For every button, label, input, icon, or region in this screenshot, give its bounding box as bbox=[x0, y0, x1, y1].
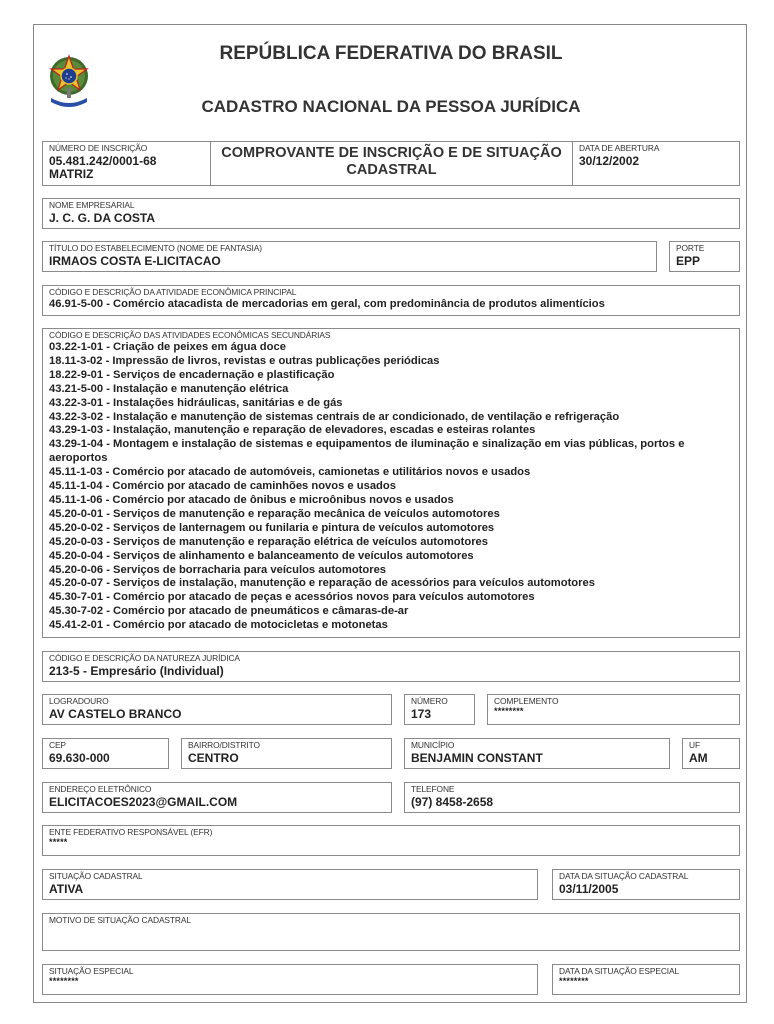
activity-item: 18.22-9-01 - Serviços de encadernação e plastificação bbox=[49, 368, 335, 381]
abertura-label: DATA DE ABERTURA bbox=[579, 143, 660, 153]
telefone-field bbox=[404, 782, 740, 813]
municipio-label: MUNICÍPIO bbox=[411, 740, 455, 750]
logradouro-field bbox=[42, 694, 392, 725]
numero-label: NÚMERO bbox=[411, 696, 448, 706]
atividade-principal-field bbox=[42, 285, 740, 316]
logradouro-label: LOGRADOURO bbox=[49, 696, 109, 706]
activity-item: 43.29-1-03 - Instalação, manutenção e reparação de elevadores, escadas e esteiras rolantes bbox=[49, 424, 536, 437]
inscricao-field bbox=[42, 141, 211, 186]
complemento-value: ******** bbox=[494, 706, 524, 716]
municipio-value: BENJAMIN CONSTANT bbox=[411, 751, 543, 765]
abertura-value: 30/12/2002 bbox=[579, 154, 640, 168]
nome-empresarial-label: NOME EMPRESARIAL bbox=[49, 200, 135, 210]
activity-item: 18.11-3-02 - Impressão de livros, revistas e outras publicações periódicas bbox=[49, 354, 440, 367]
situacao-especial-label: SITUAÇÃO ESPECIAL bbox=[49, 966, 134, 976]
uf-value: AM bbox=[689, 751, 708, 765]
inscricao-type: MATRIZ bbox=[49, 167, 94, 181]
document-title-line2: CADASTRAL bbox=[346, 162, 437, 178]
bairro-value: CENTRO bbox=[188, 751, 239, 765]
porte-field bbox=[669, 241, 740, 272]
activity-item: 45.20-0-04 - Serviços de alinhamento e balanceamento de veículos automotores bbox=[49, 549, 474, 562]
complemento-field bbox=[487, 694, 740, 725]
cep-label: CEP bbox=[49, 740, 66, 750]
numero-value: 173 bbox=[411, 707, 432, 721]
atividades-secundarias-field bbox=[42, 328, 740, 638]
activity-item: 45.20-0-01 - Serviços de manutenção e reparação mecânica de veículos automotores bbox=[49, 507, 500, 520]
activity-item: 43.29-1-04 - Montagem e instalação de sistemas e equipamentos de iluminação e sinalização em vias públicas, portos e aeroportos bbox=[49, 438, 685, 465]
porte-value: EPP bbox=[676, 254, 701, 268]
telefone-label: TELEFONE bbox=[411, 784, 455, 794]
activity-item: 45.11-1-06 - Comércio por atacado de ônibus e microônibus novos e usados bbox=[49, 493, 454, 506]
uf-label: UF bbox=[689, 740, 700, 750]
efr-label: ENTE FEDERATIVO RESPONSÁVEL (EFR) bbox=[49, 827, 213, 837]
country-title: REPÚBLICA FEDERATIVA DO BRASIL bbox=[219, 43, 563, 64]
motivo-situacao-field bbox=[42, 913, 740, 951]
activity-item: 43.22-3-02 - Instalação e manutenção de sistemas centrais de ar condicionado, de ventilação e refrigeração bbox=[49, 410, 620, 423]
porte-label: PORTE bbox=[676, 243, 705, 253]
activity-item: 45.11-1-04 - Comércio por atacado de caminhões novos e usados bbox=[49, 480, 396, 493]
titulo-field bbox=[42, 241, 657, 272]
atividade-principal-value: 46.91-5-00 - Comércio atacadista de mercadorias em geral, com predominância de produtos alimentícios bbox=[49, 298, 605, 310]
activity-item: 43.21-5-00 - Instalação e manutenção elétrica bbox=[49, 382, 289, 395]
email-label: ENDEREÇO ELETRÔNICO bbox=[49, 784, 152, 794]
activity-item: 45.20-0-06 - Serviços de borracharia para veículos automotores bbox=[49, 563, 387, 576]
activity-item: 45.30-7-01 - Comércio por atacado de peças e acessórios novos para veículos automotores bbox=[49, 591, 535, 604]
natureza-juridica-field bbox=[42, 651, 740, 682]
registry-title: CADASTRO NACIONAL DA PESSOA JURÍDICA bbox=[201, 97, 581, 116]
activity-item: 45.20-0-03 - Serviços de manutenção e reparação elétrica de veículos automotores bbox=[49, 535, 488, 548]
municipio-field bbox=[404, 738, 670, 769]
bairro-label: BAIRRO/DISTRITO bbox=[188, 740, 260, 750]
inscricao-number: 05.481.242/0001-68 bbox=[49, 154, 157, 168]
inscricao-label: NÚMERO DE INSCRIÇÃO bbox=[49, 143, 148, 153]
activity-item: 43.22-3-01 - Instalações hidráulicas, sanitárias e de gás bbox=[49, 396, 343, 409]
efr-value: ***** bbox=[49, 837, 68, 847]
situacao-cadastral-label: SITUAÇÃO CADASTRAL bbox=[49, 871, 143, 881]
document-title-line1: COMPROVANTE DE INSCRIÇÃO E DE SITUAÇÃO bbox=[221, 145, 562, 161]
abertura-field bbox=[572, 141, 740, 186]
titulo-value: IRMAOS COSTA E-LICITACAO bbox=[49, 254, 221, 268]
cep-field bbox=[42, 738, 169, 769]
activity-item: 45.20-0-07 - Serviços de instalação, manutenção e reparação de acessórios para veículos automotores bbox=[49, 577, 595, 590]
data-situacao-cadastral-value: 03/11/2005 bbox=[559, 882, 619, 896]
data-situacao-especial-value: ******** bbox=[559, 976, 589, 986]
activity-item: 45.30-7-02 - Comércio por atacado de pneumáticos e câmaras-de-ar bbox=[49, 605, 409, 618]
bairro-field bbox=[181, 738, 392, 769]
nome-empresarial-value: J. C. G. DA COSTA bbox=[49, 211, 156, 225]
activity-item: 03.22-1-01 - Criação de peixes em água doce bbox=[49, 341, 286, 353]
data-situacao-especial-label: DATA DA SITUAÇÃO ESPECIAL bbox=[559, 966, 680, 976]
motivo-situacao-label: MOTIVO DE SITUAÇÃO CADASTRAL bbox=[49, 915, 191, 925]
document-title bbox=[210, 141, 573, 186]
data-situacao-especial-field bbox=[552, 964, 740, 995]
email-value: ELICITACOES2023@GMAIL.COM bbox=[49, 795, 238, 809]
cep-value: 69.630-000 bbox=[49, 751, 110, 765]
titulo-label: TÍTULO DO ESTABELECIMENTO (NOME DE FANTASIA) bbox=[49, 243, 262, 253]
telefone-value: (97) 8458-2658 bbox=[411, 795, 494, 809]
complemento-label: COMPLEMENTO bbox=[494, 696, 559, 706]
activity-item: 45.20-0-02 - Serviços de lanternagem ou funilaria e pintura de veículos automotores bbox=[49, 521, 495, 534]
activity-item: 45.41-2-01 - Comércio por atacado de motocicletas e motonetas bbox=[49, 619, 388, 632]
atividades-secundarias-list bbox=[49, 341, 739, 633]
atividade-principal-label: CÓDIGO E DESCRIÇÃO DA ATIVIDADE ECONÔMICA PRINCIPAL bbox=[49, 287, 297, 297]
data-situacao-cadastral-field bbox=[552, 869, 740, 900]
situacao-cadastral-field bbox=[42, 869, 538, 900]
atividades-secundarias-label: CÓDIGO E DESCRIÇÃO DAS ATIVIDADES ECONÔMICAS SECUNDÁRIAS bbox=[49, 330, 331, 340]
numero-field bbox=[404, 694, 475, 725]
logradouro-value: AV CASTELO BRANCO bbox=[49, 707, 182, 721]
uf-field bbox=[682, 738, 740, 769]
natureza-juridica-label: CÓDIGO E DESCRIÇÃO DA NATUREZA JURÍDICA bbox=[49, 653, 240, 663]
natureza-juridica-value: 213-5 - Empresário (Individual) bbox=[49, 664, 224, 678]
situacao-especial-value: ******** bbox=[49, 976, 79, 986]
nome-empresarial-field bbox=[42, 198, 740, 229]
data-situacao-cadastral-label: DATA DA SITUAÇÃO CADASTRAL bbox=[559, 871, 689, 881]
activity-item: 45.11-1-03 - Comércio por atacado de automóveis, camionetas e utilitários novos e usados bbox=[49, 466, 531, 479]
situacao-cadastral-value: ATIVA bbox=[49, 882, 84, 896]
efr-field bbox=[42, 825, 740, 856]
email-field bbox=[42, 782, 392, 813]
situacao-especial-field bbox=[42, 964, 538, 995]
